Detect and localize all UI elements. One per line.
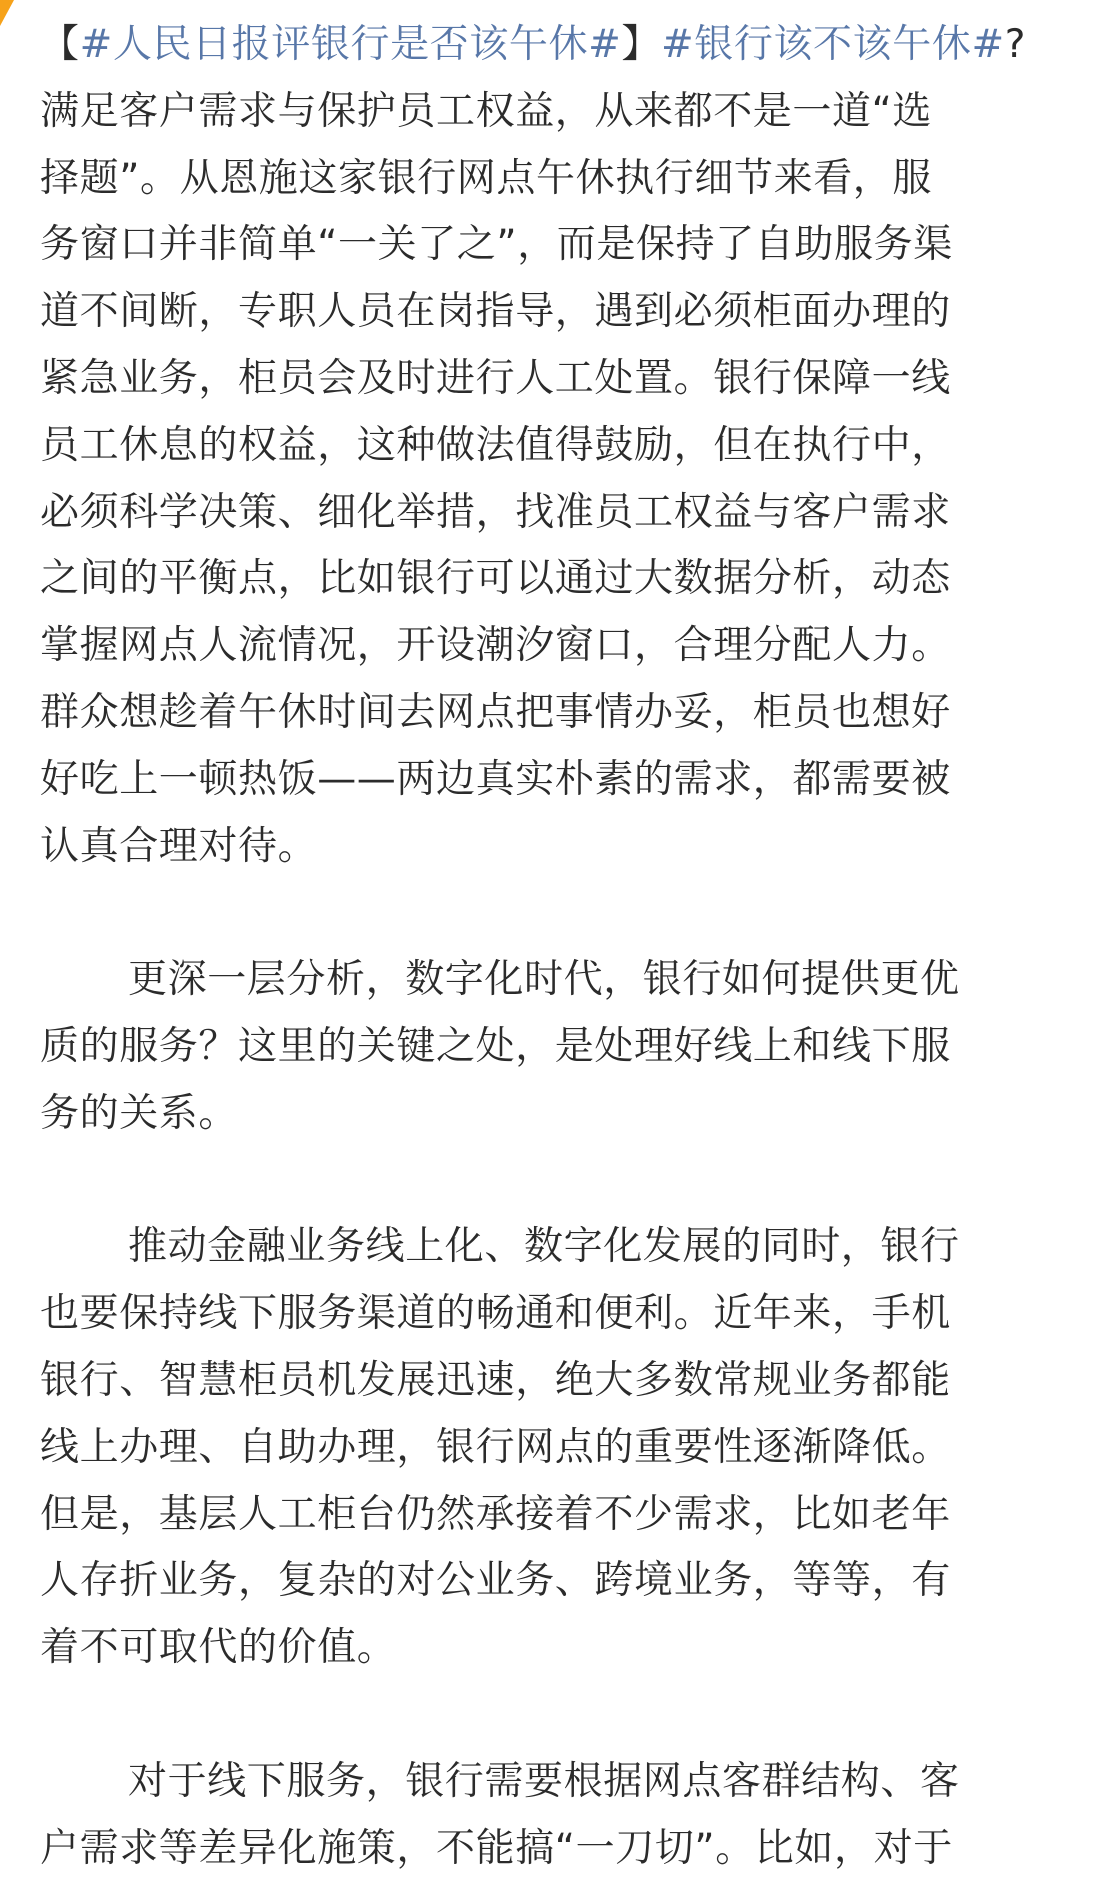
text-line: 质的服务？这里的关键之处，是处理好线上和线下服 [40,1023,951,1069]
paragraph-1 [40,12,1080,880]
text-line: 推动金融业务线上化、数字化发展的同时，银行 [128,1224,960,1270]
text-line: 满足客户需求与保护员工权益，从来都不是一道“选 [40,88,933,134]
text-line: 更深一层分析，数字化时代，银行如何提供更优 [128,957,960,1003]
paragraph-gap [40,1682,1080,1749]
hashtag-link-bank-lunch-break-question[interactable]: #银行该不该午休# [660,22,1005,67]
text-line: 线上办理、自助办理，银行网点的重要性逐渐降低。 [40,1424,951,1470]
text-line: 着不可取代的价值。 [40,1625,397,1671]
text-line: 紧急业务，柜员会及时进行人工处置。银行保障一线 [40,355,951,401]
text-line: 择题”。从恩施这家银行网点午休执行细节来看，服 [40,155,933,201]
text-line: 但是，基层人工柜台仍然承接着不少需求，比如老年 [40,1491,951,1537]
text-line: 道不间断，专职人员在岗指导，遇到必须柜面办理的 [40,289,951,335]
text-line: 之间的平衡点，比如银行可以通过大数据分析，动态 [40,556,951,602]
paragraph-gap [40,1148,1080,1215]
corner-accent-marker [0,0,14,26]
text-line: 掌握网点人流情况，开设潮汐窗口，合理分配人力。 [40,623,951,669]
hashtag-link-bank-lunch-break-review[interactable]: #人民日报评银行是否该午休# [79,22,622,67]
topic-line [40,12,1080,79]
text-line: 认真合理对待。 [40,823,318,869]
topic-open-bracket: 【 [40,22,80,67]
text-line: 好吃上一顿热饭——两边真实朴素的需求，都需要被 [40,756,951,802]
topic-tail: ? [1004,22,1027,67]
text-line: 务窗口并非简单“一关了之”，而是保持了自助服务渠 [40,222,953,268]
post-body [40,12,1080,1882]
text-line: 户需求等差异化施策，不能搞“一刀切”。比如，对于 [40,1825,953,1871]
paragraph-2 [40,947,1080,1147]
paragraph-4 [40,1749,1080,1882]
paragraph-gap [40,880,1080,947]
text-line: 人存折业务，复杂的对公业务、跨境业务，等等，有 [40,1558,951,1604]
text-line: 务的关系。 [40,1090,239,1136]
text-line: 员工休息的权益，这种做法值得鼓励，但在执行中， [40,422,951,468]
topic-close-bracket: 】 [621,22,661,67]
text-line: 也要保持线下服务渠道的畅通和便利。近年来，手机 [40,1291,951,1337]
paragraph-3 [40,1214,1080,1682]
text-line: 必须科学决策、细化举措，找准员工权益与客户需求 [40,489,951,535]
text-line: 对于线下服务，银行需要根据网点客群结构、客 [128,1758,960,1804]
text-line: 群众想趁着午休时间去网点把事情办妥，柜员也想好 [40,689,951,735]
text-line: 银行、智慧柜员机发展迅速，绝大多数常规业务都能 [40,1357,951,1403]
